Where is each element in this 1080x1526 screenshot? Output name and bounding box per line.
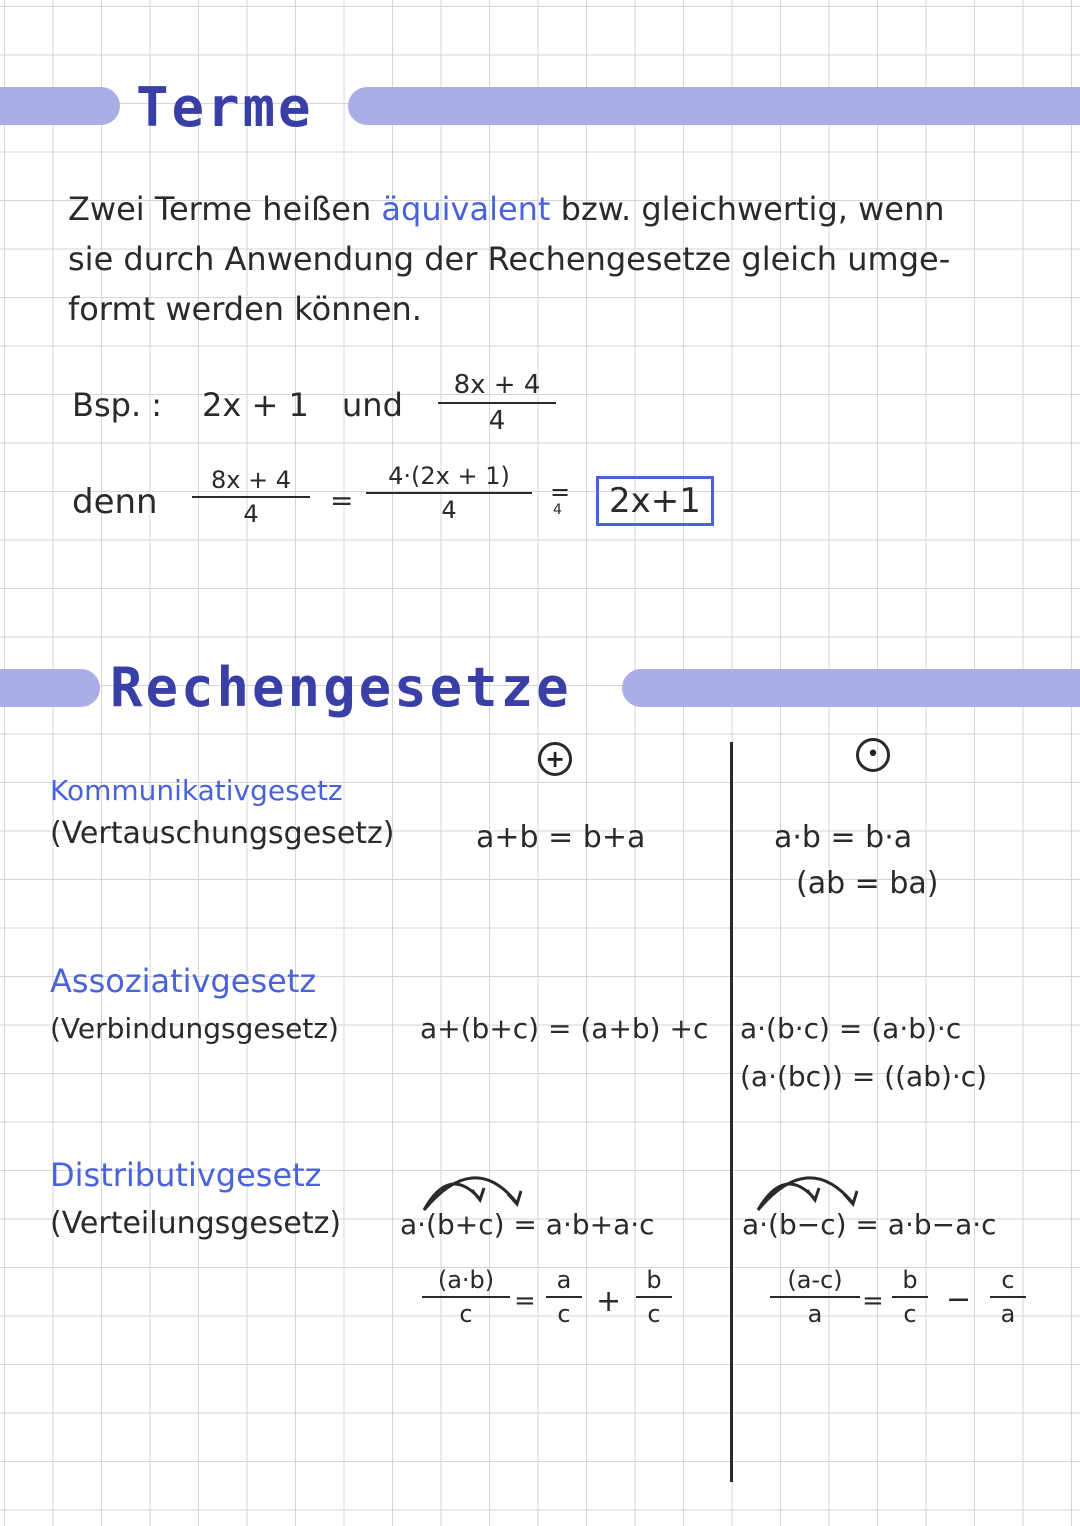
law-dot-distributiv: a·(b−c) = a·b−a·c bbox=[742, 1208, 997, 1241]
law-plus-kommunikativ: a+b = b+a bbox=[476, 820, 646, 855]
dist-plus-frac-t2: $\frac{b}{c}$ bbox=[636, 1266, 672, 1328]
law-dot-kommunikativ: a·b = b·a bbox=[774, 820, 913, 855]
dist-plus-op: + bbox=[596, 1284, 622, 1319]
dist-dot-frac-t2: $\frac{c}{a}$ bbox=[990, 1266, 1026, 1328]
reason-equals-1: = bbox=[330, 484, 354, 517]
example-frac-num: 8x + 4 bbox=[438, 370, 556, 404]
example-label: Bsp. : bbox=[72, 386, 163, 424]
reason-equals-2-sub: 4 bbox=[553, 502, 562, 518]
law-dot-assoziativ: a·(b·c) = (a·b)·c bbox=[740, 1012, 962, 1045]
law-dot-alt-assoziativ: (a·(bc)) = ((ab)·c) bbox=[740, 1060, 988, 1093]
highlight-aequivalent: äquivalent bbox=[381, 190, 551, 228]
example-term-a: 2x + 1 bbox=[202, 386, 309, 424]
reason-fraction-2: $\frac{4\cdot(2x + 1)}{4}$ bbox=[366, 462, 532, 524]
plus-circle-icon: + bbox=[538, 742, 572, 776]
reason-equals-2: = bbox=[550, 478, 571, 506]
heading-bar-left-2 bbox=[0, 669, 100, 707]
law-alt-kommunikativ: (Vertauschungsgesetz) bbox=[50, 816, 395, 851]
law-plus-assoziativ: a+(b+c) = (a+b) +c bbox=[420, 1012, 709, 1045]
dist-plus-frac-main: $\frac{(a\cdot b)}{c}$ bbox=[422, 1266, 510, 1328]
example-fraction bbox=[438, 370, 556, 436]
law-alt-assoziativ: (Verbindungsgesetz) bbox=[50, 1012, 339, 1045]
law-name-distributiv: Distributivgesetz bbox=[50, 1156, 322, 1194]
dist-dot-frac-main: $\frac{(a-c)}{a}$ bbox=[770, 1266, 860, 1328]
heading-bar-left bbox=[0, 87, 120, 125]
example-frac-den: 4 bbox=[488, 406, 506, 436]
dist-dot-op: − bbox=[946, 1282, 972, 1317]
law-name-assoziativ: Assoziativgesetz bbox=[50, 962, 317, 1000]
heading-bar-right-2 bbox=[622, 669, 1080, 707]
definition-line-2: sie durch Anwendung der Rechengesetze gleich umge- bbox=[68, 240, 951, 278]
heading-bar-right bbox=[348, 87, 1080, 125]
reason-fraction-1: $\frac{8x + 4}{4}$ bbox=[192, 466, 310, 528]
law-dot-alt-kommunikativ: (ab = ba) bbox=[796, 866, 939, 901]
column-divider bbox=[730, 742, 733, 1482]
definition-line-1: Zwei Terme heißen äquivalent bzw. gleichwertig, wenn bbox=[68, 190, 945, 228]
definition-line-3: formt werden können. bbox=[68, 290, 422, 328]
reason-label: denn bbox=[72, 482, 158, 522]
section-title-terme: Terme bbox=[136, 76, 314, 139]
dist-plus-eq: = bbox=[514, 1286, 536, 1316]
dist-dot-frac-t1: $\frac{b}{c}$ bbox=[892, 1266, 928, 1328]
law-name-kommunikativ: Kommunikativgesetz bbox=[50, 774, 343, 807]
dist-plus-frac-t1: $\frac{a}{c}$ bbox=[546, 1266, 582, 1328]
reason-result-box: 2x+1 bbox=[596, 476, 714, 526]
dot-circle-icon: • bbox=[856, 738, 890, 772]
law-alt-distributiv: (Verteilungsgesetz) bbox=[50, 1206, 342, 1241]
dist-dot-eq: = bbox=[862, 1286, 884, 1316]
example-and-word: und bbox=[342, 386, 403, 424]
section-title-rechengesetze: Rechengesetze bbox=[110, 656, 572, 719]
law-plus-distributiv: a·(b+c) = a·b+a·c bbox=[400, 1208, 655, 1241]
